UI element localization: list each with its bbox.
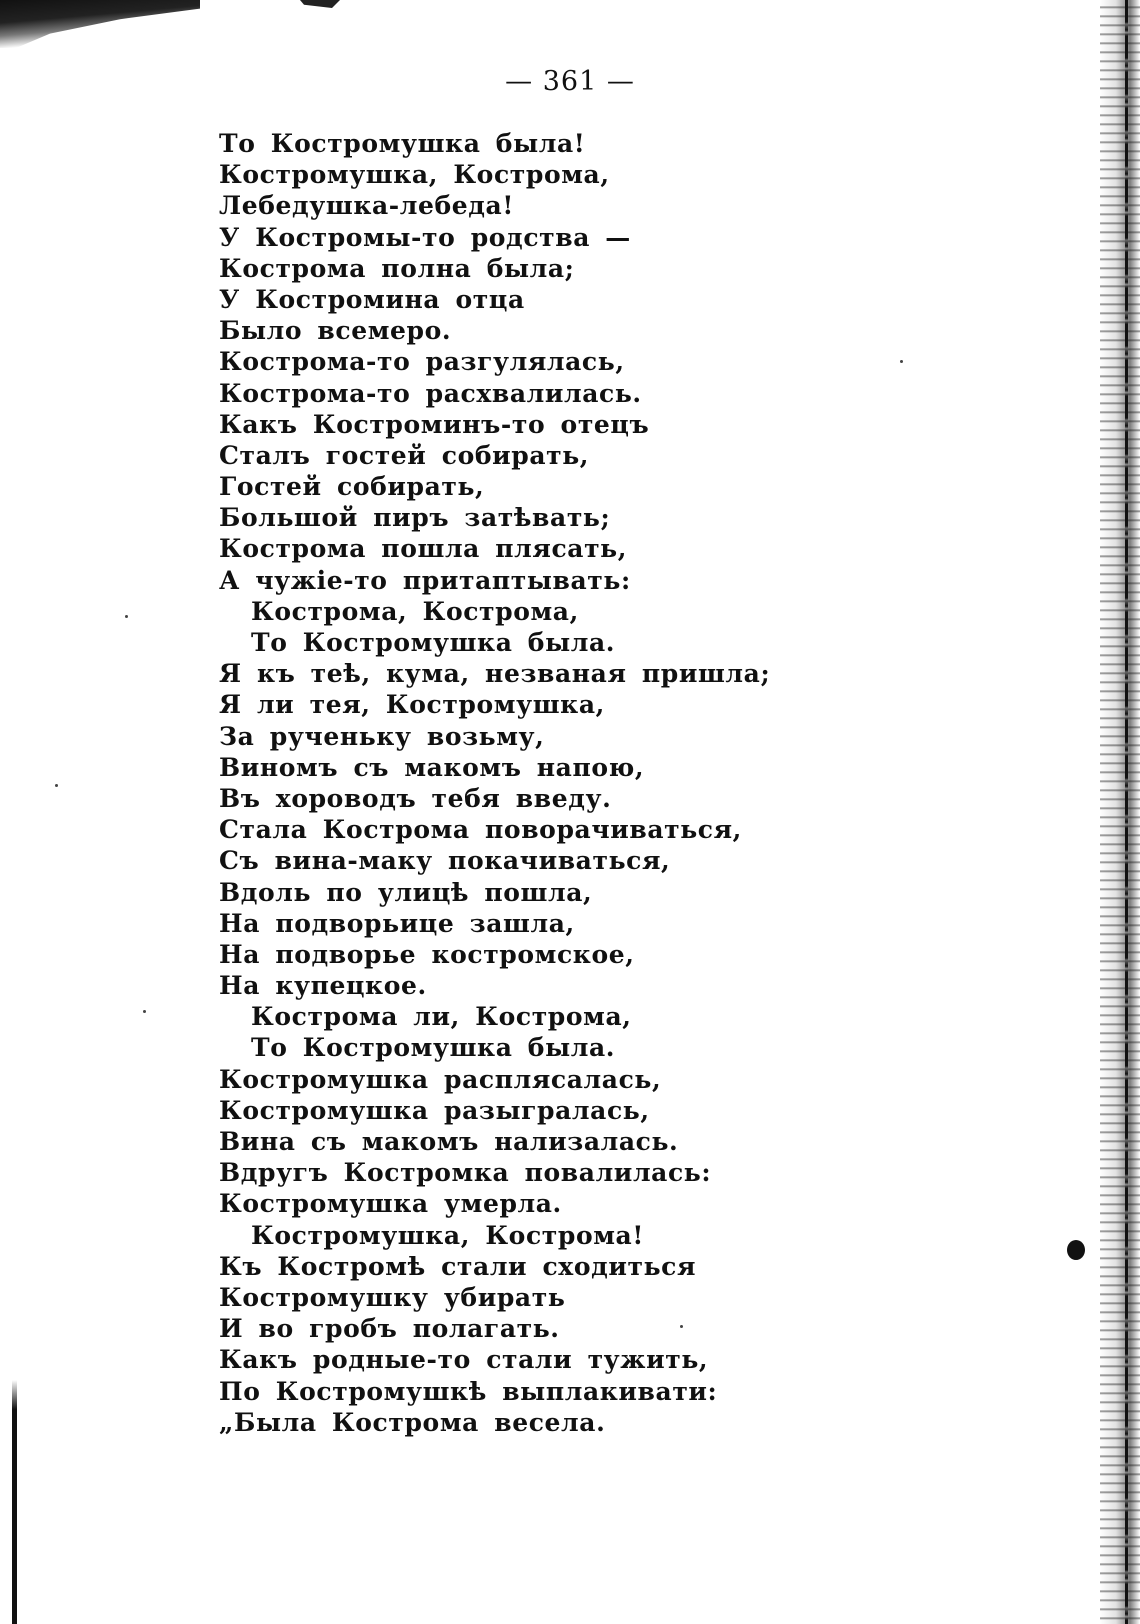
poem-line: Стала Кострома поворачиваться, <box>219 815 742 845</box>
poem-line: Кострома пошла плясать, <box>219 534 628 564</box>
scan-speck <box>125 615 128 618</box>
poem-line: На подворьице зашла, <box>219 908 575 938</box>
poem-line: У Костромы-то родства — <box>219 222 631 252</box>
poem-line: Къ Костромѣ стали сходиться <box>219 1251 697 1281</box>
poem-line: Костромушка умерла. <box>219 1189 562 1219</box>
poem-line: Кострома полна была; <box>219 253 575 283</box>
poem-line: На купецкое. <box>219 971 427 1001</box>
poem-line: То Костромушка была. <box>251 628 616 657</box>
poem-line: И во гробъ полагать. <box>219 1314 560 1344</box>
scan-smudge <box>0 0 200 48</box>
poem-line: Лебедушка-лебеда! <box>219 191 514 221</box>
poem-line: Виномъ съ макомъ напою, <box>219 752 645 782</box>
poem-line: То Костромушка была! <box>219 129 586 158</box>
poem-line: У Костромина отца <box>219 284 525 314</box>
page-edge-line <box>12 1380 17 1624</box>
poem-line: Гостей собирать, <box>219 472 485 502</box>
poem-line: Костромушка, Кострома! <box>251 1220 644 1250</box>
scan-speck <box>55 784 58 787</box>
poem-line: Костромушка расплясалась, <box>219 1064 662 1094</box>
poem-line: Кострома ли, Кострома, <box>251 1002 632 1032</box>
poem-line: Костромушку убирать <box>219 1282 566 1312</box>
poem-line: По Костромушкѣ выплакивати: <box>219 1376 718 1406</box>
poem-line: А чужіе-то притаптывать: <box>219 565 631 595</box>
poem-line: Какъ родные-то стали тужить, <box>219 1345 709 1375</box>
poem-line: „Была Кострома весела. <box>219 1407 606 1437</box>
poem-line: Какъ Костроминъ-то отецъ <box>219 409 650 439</box>
poem-line: Костромушка, Кострома, <box>219 160 610 190</box>
poem-line: Вдругъ Костромка повалилась: <box>219 1158 712 1188</box>
scan-speck <box>900 360 903 363</box>
page-edge-line <box>1125 0 1128 1624</box>
poem-line: Костромушка разыгралась, <box>219 1095 650 1125</box>
poem-text <box>219 128 770 1438</box>
scan-speck <box>143 1010 146 1013</box>
poem-line: Кострома-то расхвалилась. <box>219 378 642 408</box>
poem-line: На подворье костромское, <box>219 939 635 969</box>
poem-line: Въ хороводъ тебя введу. <box>219 783 612 813</box>
poem-line: Кострома-то разгулялась, <box>219 347 625 377</box>
poem-line: За рученьку возьму, <box>219 721 545 751</box>
poem-line: Сталъ гостей собирать, <box>219 440 590 470</box>
page-number: — 361 — <box>505 66 635 97</box>
poem-line: Я къ теѣ, кума, незваная пришла; <box>219 659 771 689</box>
poem-line: Вдоль по улицѣ пошла, <box>219 877 593 907</box>
poem-line: То Костромушка была. <box>251 1033 616 1063</box>
poem-line: Съ вина-маку покачиваться, <box>219 846 671 876</box>
poem-line: Большой пиръ затѣвать; <box>219 503 611 533</box>
page-edge-shadow <box>1100 0 1140 1624</box>
scan-smudge <box>300 0 340 8</box>
poem-line: Вина съ макомъ нализалась. <box>219 1127 679 1156</box>
poem-line: Было всемеро. <box>219 316 452 346</box>
ink-blot <box>1067 1240 1085 1260</box>
poem-line: Я ли тея, Костромушка, <box>219 690 605 720</box>
poem-line: Кострома, Кострома, <box>251 596 579 626</box>
